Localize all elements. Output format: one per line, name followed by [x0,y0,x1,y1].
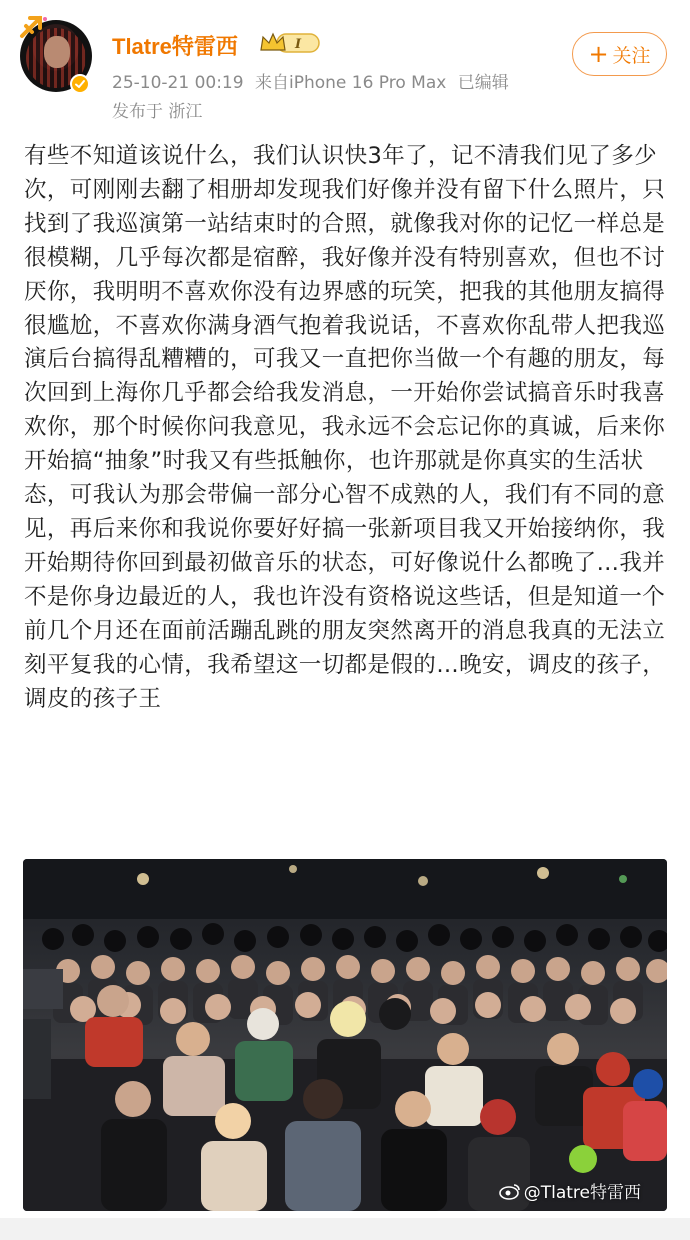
bottom-divider [0,1218,690,1240]
verified-badge-icon [70,74,90,94]
post-date: 25-10-21 00:19 [112,73,244,93]
post-text: 有些不知道该说什么，我们认识快3年了，记不清我们见了多少次，可刚刚去翻了相册却发现我们好像并没有留下什么照片，只找到了我巡演第一站结束时的合照，就像我对你的记忆一样总是很模糊，几乎每次都是宿醉，我好像并没有特别喜欢，但也不讨厌你，我明明不喜欢你没有边界感的玩笑，把我的其他朋友搞得很尴尬，不喜欢你满身酒气抱着我说话，不喜欢你乱带人把我巡演后台搞得乱糟糟的，可我又一直把你当做一个有趣的朋友，每次回到上海你几乎都会给我发消息，一开始你尝试搞音乐时我喜欢你，那个时候你问我意见，我永远不会忘记你的真诚，后来你开始搞“抽象”时我又有些抵触你，也许那就是你真实的生活状态，可我认为那会带偏一部分心智不成熟的人，我们有不同的意见，再后来你和我说你要好好搞一张新项目我又开始接纳你，我开始期待你回到最初做音乐的状态，可好像说什么都晚了…我并不是你身边最近的人，我也许没有资格说这些话，但是知道一个前几个月还在面前活蹦乱跳的朋友突然离开的消息我真的无法立刻平复我的心情，我希望这一切都是假的…晚安，调皮的孩子，调皮的孩子王 [24,143,666,712]
follow-label: 关注 [612,44,651,67]
post-photo[interactable] [23,859,667,1211]
post-meta [112,68,515,93]
follow-button[interactable] [572,32,667,76]
crowd-photo-graphic [23,859,667,1211]
photo-watermark [499,1178,641,1203]
svg-text:I: I [294,37,302,52]
plus-icon: + [588,40,609,68]
watermark-text: @Tlatre特雷西 [523,1183,641,1203]
edited-label[interactable]: 已编辑 [457,73,509,93]
post-location: 发布于 浙江 [112,102,203,122]
username[interactable]: Tlatre特雷西 [112,34,238,59]
post-source: 来自iPhone 16 Pro Max [254,73,447,93]
sagittarius-icon [18,14,48,40]
vip-crown-icon [259,31,321,55]
weibo-logo-icon [499,1182,521,1200]
post-header [0,0,690,130]
